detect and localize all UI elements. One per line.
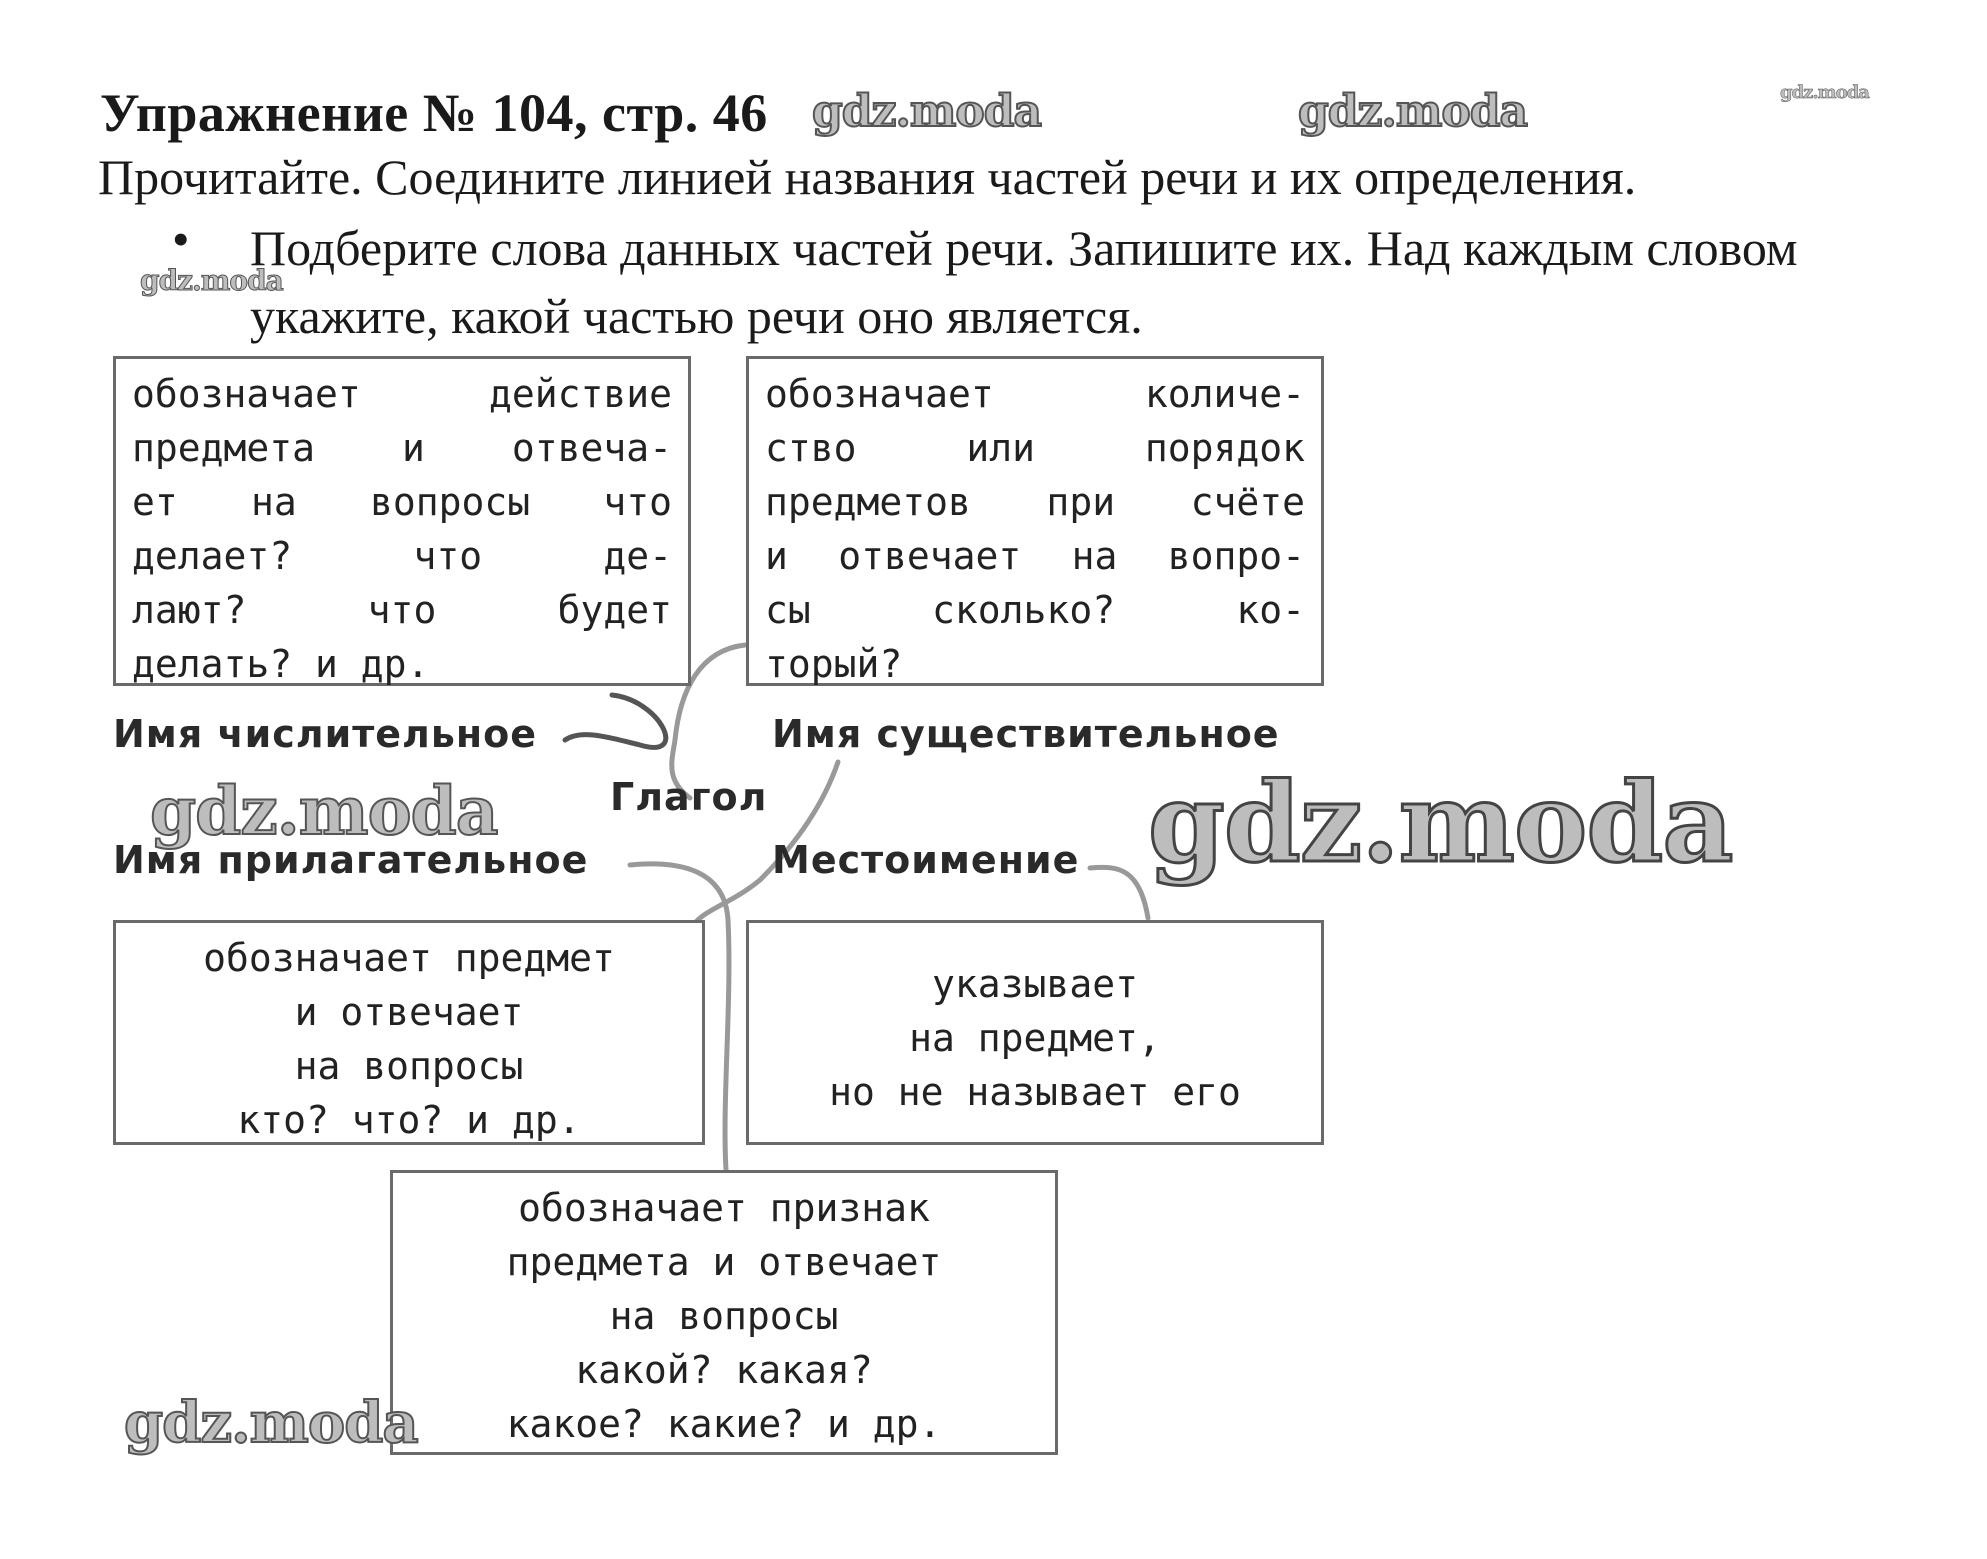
definition-line: торый?: [765, 642, 903, 686]
definition-line: на вопросы: [294, 1044, 524, 1088]
bullet-marker: •: [172, 211, 190, 267]
definition-line: и отвечает на вопро-: [765, 534, 1305, 578]
definition-verb-box: [113, 356, 691, 686]
connector-pronoun-definition: [1090, 867, 1148, 918]
bullet-instruction: Подберите слова данных частей речи. Запишите их. Над каждым словом укажите, какой частью речи оно является.: [250, 220, 1798, 344]
term-numeral: Имя числительное: [113, 712, 537, 756]
definition-line: предмета и отвечает: [506, 1240, 942, 1284]
definition-line: на предмет,: [909, 1016, 1161, 1060]
watermark: gdz.moda: [1298, 86, 1528, 137]
definition-line: какой? какая?: [575, 1348, 873, 1392]
watermark: gdz.moda: [124, 1390, 418, 1456]
definition-numeral-box: [746, 356, 1324, 686]
definition-line: предметов при счёте: [765, 480, 1305, 524]
exercise-title: Упражнение № 104, стр. 46: [100, 83, 768, 143]
definition-line: обозначает предмет: [203, 936, 615, 980]
term-noun: Имя существительное: [772, 712, 1280, 756]
term-verb: Глагол: [610, 775, 768, 819]
definition-line: ет на вопросы что: [132, 480, 672, 524]
definition-line: указывает: [932, 962, 1138, 1006]
connector-verb-numeral: [565, 695, 666, 747]
definition-line: обозначает количе-: [765, 372, 1305, 416]
definition-line: на вопросы: [609, 1294, 839, 1338]
definition-line: ство или порядок: [765, 426, 1305, 470]
definition-line: кто? что? и др.: [237, 1098, 581, 1142]
definition-line: обозначает действие: [132, 372, 672, 416]
watermark: gdz.moda: [140, 264, 283, 297]
term-adjective: Имя прилагательное: [113, 838, 589, 882]
definition-adjective-box: [390, 1170, 1058, 1455]
definition-line: обозначает признак: [518, 1186, 930, 1230]
definition-line: предмета и отвеча-: [132, 426, 672, 470]
definition-line: и отвечает: [294, 990, 524, 1034]
watermark: gdz.moda: [1780, 82, 1869, 103]
definition-line: но не называет его: [829, 1070, 1241, 1114]
watermark: gdz.moda: [150, 772, 498, 850]
definition-line: делает? что де-: [132, 534, 672, 578]
watermark: gdz.moda: [1148, 758, 1733, 887]
definition-line: делать? и др.: [132, 642, 430, 686]
instruction-text: Прочитайте. Соедините линией названия частей речи и их определения.: [98, 149, 1637, 205]
definition-line: лают? что будет: [132, 588, 672, 632]
definition-pronoun-box: [746, 920, 1324, 1145]
definition-noun-box: [113, 920, 705, 1145]
term-pronoun: Местоимение: [772, 838, 1080, 882]
definition-line: какое? какие? и др.: [506, 1402, 942, 1446]
watermark: gdz.moda: [812, 86, 1042, 137]
definition-line: сы сколько? ко-: [765, 588, 1305, 632]
